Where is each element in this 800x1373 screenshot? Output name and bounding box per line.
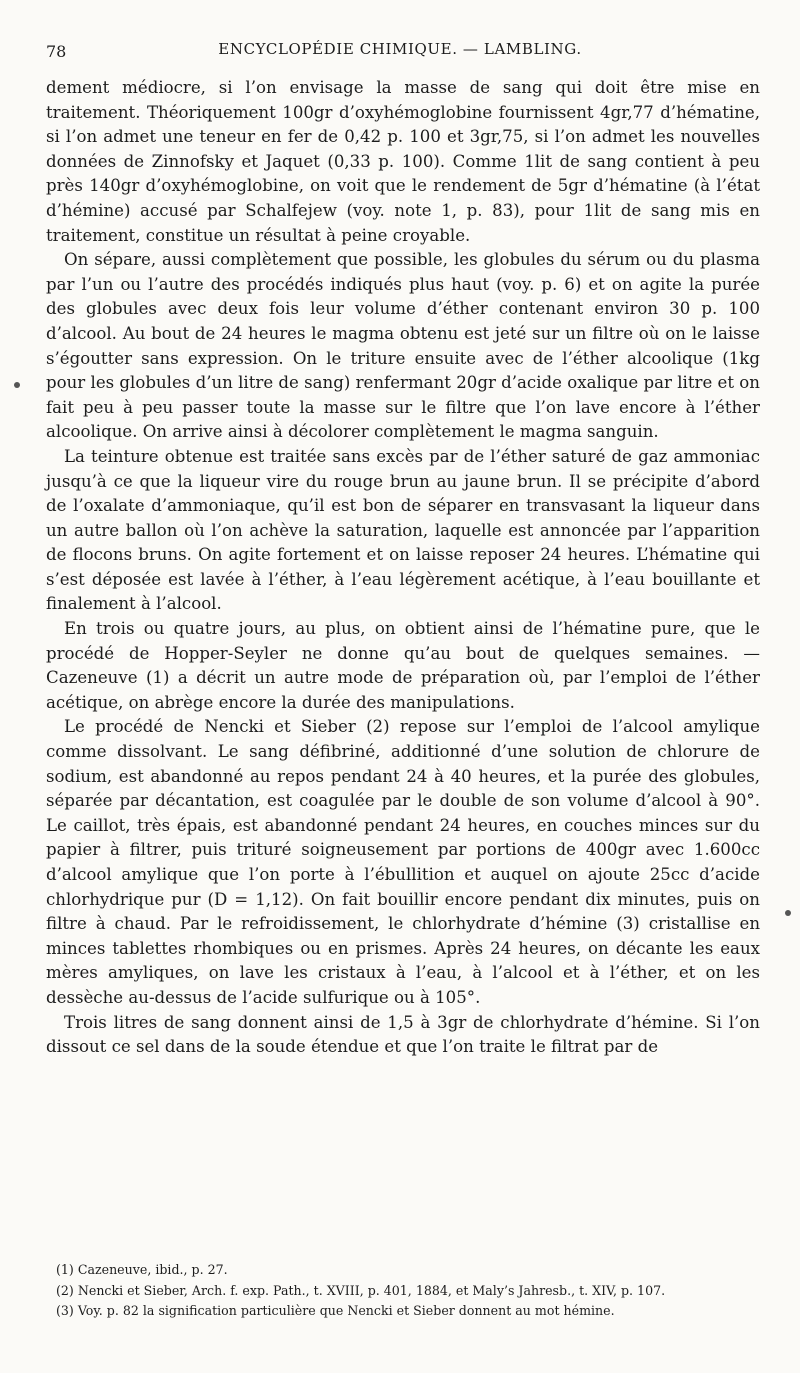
paragraph: La teinture obtenue est traitée sans excès par de l’éther saturé de gaz ammoniac jusqu’à ce que la liqueur vire du rouge brun au jaune brun. Il se précipite d’abord de l’oxalate d’ammoniaque, qu’il est bon de séparer en transvasant la liqueur dans un autre ballon où l’on achève la saturation, laquelle est annoncée par l’apparition de flocons bruns. On agite fortement et on laisse reposer 24 heures. L’hématine qui s’est déposée est lavée à l’éther, à l’eau légèrement acétique, à l’eau bouillante et finalement à l’alcool. bbox=[46, 446, 760, 614]
body-text bbox=[46, 76, 760, 1060]
footnote: (2) Nencki et Sieber, Arch. f. exp. Path., t. XVIII, p. 401, 1884, et Maly’s Jahresb., t. XIV, p. 107. bbox=[56, 1282, 666, 1298]
running-title: ENCYCLOPÉDIE CHIMIQUE. — LAMBLING. bbox=[218, 40, 582, 58]
paragraph: Trois litres de sang donnent ainsi de 1,5 à 3gr de chlorhydrate d’hémine. Si l’on dissout ce sel dans de la soude étendue et que l’on traite le filtrat par de bbox=[46, 1012, 760, 1057]
footnotes bbox=[46, 1260, 760, 1322]
margin-dot-mark bbox=[14, 382, 20, 388]
paragraph: Le procédé de Nencki et Sieber (2) repose sur l’emploi de l’alcool amylique comme dissolvant. Le sang défibriné, additionné d’une solution de chlorure de sodium, est abandonné au repos pendant 24 à 40 heures, et la purée des globules, séparée par décantation, est coagulée par le double de son volume d’alcool à 90°. Le caillot, très épais, est abandonné pendant 24 heures, en couches minces sur du papier à filtrer, puis trituré soigneusement par portions de 400gr avec 1.600cc d’alcool amylique que l’on porte à l’ébullition et auquel on ajoute 25cc d’acide chlorhydrique pur (D = 1,12). On fait bouillir encore pendant dix minutes, puis on filtre à chaud. Par le refroidissement, le chlorhydrate d’hémine (3) cristallise en minces tablettes rhombiques ou en prismes. Après 24 heures, on décante les eaux mères amyliques, on lave les cristaux à l’eau, à l’alcool et à l’éther, et on les dessèche au-dessus de l’acide sulfurique ou à 105°. bbox=[46, 717, 760, 1007]
paragraph: dement médiocre, si l’on envisage la masse de sang qui doit être mise en traitement. Théoriquement 100gr d’oxyhémoglobine fournissent 4gr,77 d’hématine, si l’on admet une teneur en fer de 0,42 p. 100 et 3gr,75, si l’on admet les nouvelles données de Zinnofsky et Jaquet (0,33 p. 100). Comme 1lit de sang contient à peu près 140gr d’oxyhémoglobine, on voit que le rendement de 5gr d’hématine (à l’état d’hémine) accusé par Schalfejew (voy. note 1, p. 83), pour 1lit de sang mis en traitement, constitue un résultat à peine croyable. bbox=[46, 78, 760, 245]
margin-dot-mark bbox=[785, 910, 791, 916]
page-number: 78 bbox=[46, 42, 67, 61]
paragraph: En trois ou quatre jours, au plus, on obtient ainsi de l’hématine pure, que le procédé de Hopper-Seyler ne donne qu’au bout de quelques semaines. — Cazeneuve (1) a décrit un autre mode de préparation où, par l’emploi de l’éther acétique, on abrège encore la durée des manipulations. bbox=[46, 619, 760, 712]
footnote: (1) Cazeneuve, ibid., p. 27. bbox=[56, 1262, 228, 1277]
footnote: (3) Voy. p. 82 la signification particulière que Nencki et Sieber donnent au mot hémine. bbox=[56, 1303, 615, 1318]
page-header bbox=[46, 36, 754, 62]
paragraph: On sépare, aussi complètement que possible, les globules du sérum ou du plasma par l’un ou l’autre des procédés indiqués plus haut (voy. p. 6) et on agite la purée des globules avec deux fois leur volume d’éther contenant environ 30 p. 100 d’alcool. Au bout de 24 heures le magma obtenu est jeté sur un filtre où on le laisse s’égoutter sans expression. On le triture ensuite avec de l’éther alcoolique (1kg pour les globules d’un litre de sang) renfermant 20gr d’acide oxalique par litre et on fait peu à peu passer toute la masse sur le filtre que l’on lave encore à l’éther alcoolique. On arrive ainsi à décolorer complètement le magma sanguin. bbox=[46, 250, 760, 442]
